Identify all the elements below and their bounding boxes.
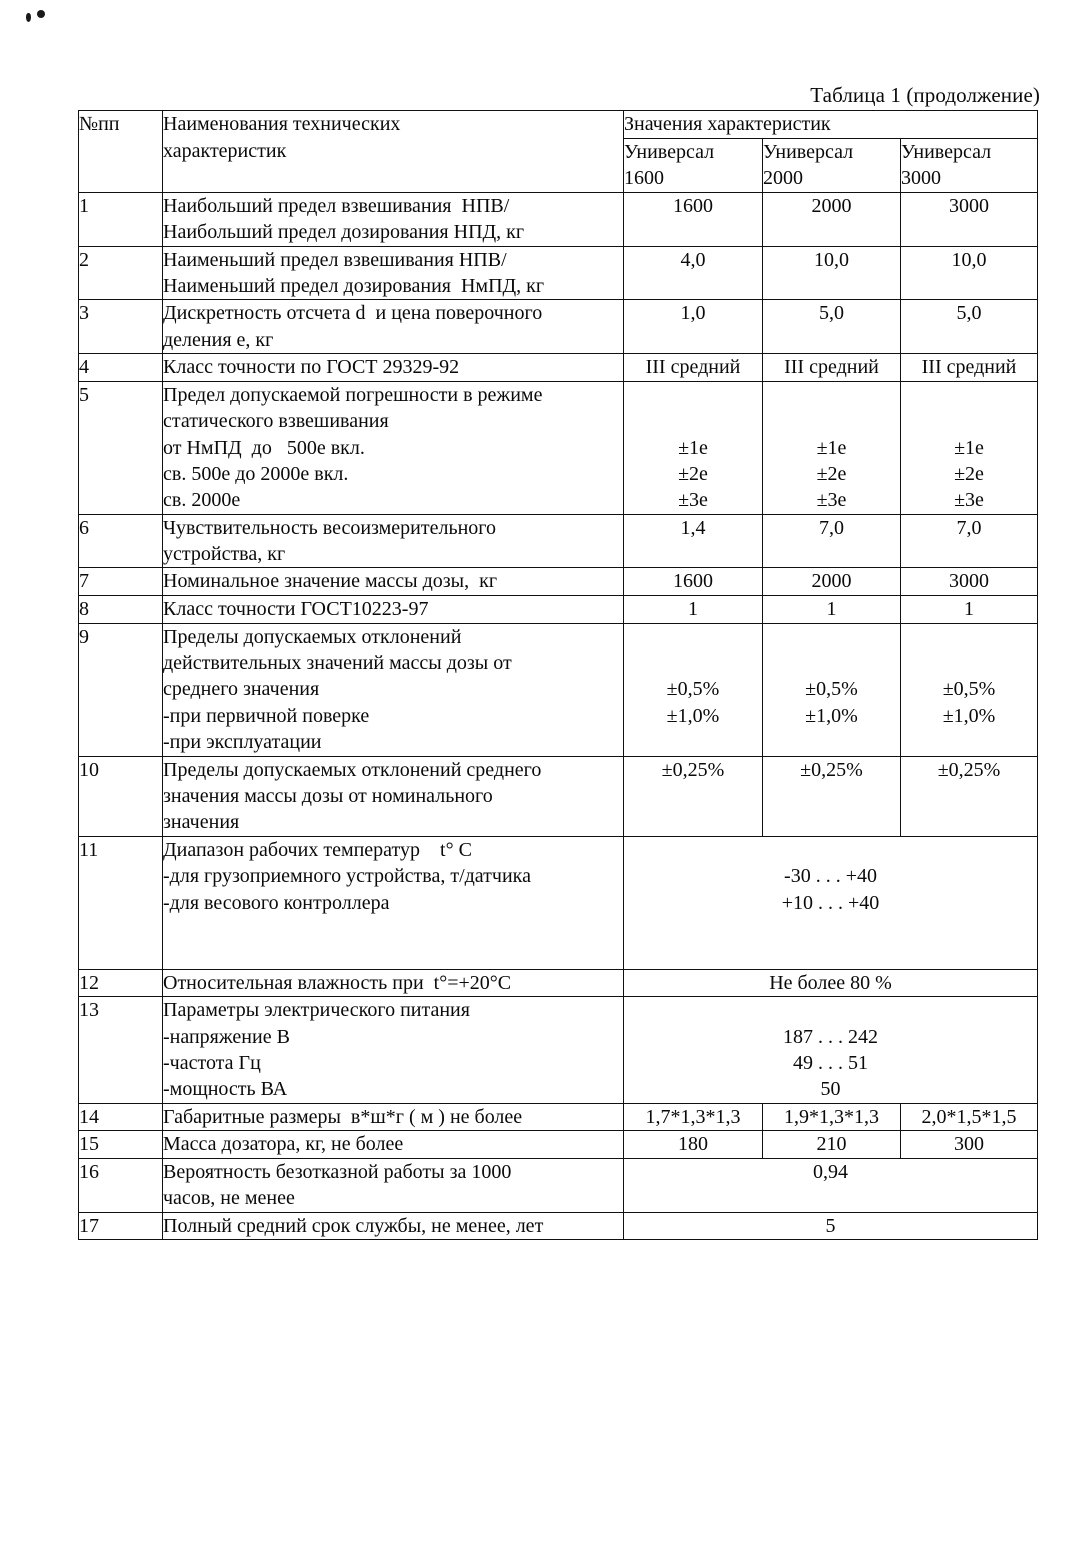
- row-value-col-1: [624, 192, 763, 246]
- row-number: 15: [79, 1131, 163, 1159]
- row-value-col-1: [624, 568, 763, 596]
- table-row: [79, 514, 1038, 568]
- row-number: 1: [79, 192, 163, 246]
- table-body: [79, 192, 1038, 1240]
- value-line: 49 . . . 51: [793, 1052, 869, 1075]
- row-characteristic-name: [163, 1212, 624, 1240]
- characteristic-line: -при эксплуатации: [163, 731, 322, 754]
- row-value-merged: [624, 1159, 1038, 1213]
- value-line: 3000: [949, 570, 990, 593]
- characteristic-line: деления е, кг: [163, 328, 274, 351]
- row-value-col-3: [901, 246, 1038, 300]
- characteristic-line: Полный средний срок службы, не менее, лет: [163, 1214, 544, 1237]
- row-number: 14: [79, 1103, 163, 1131]
- row-value-col-1: [624, 381, 763, 514]
- row-value-col-3: [901, 568, 1038, 596]
- row-value-col-2: [763, 568, 901, 596]
- characteristic-line: Относительная влажность при t°=+20°C: [163, 971, 512, 994]
- characteristic-line: -частота Гц: [163, 1052, 261, 1075]
- header-col-name-line1: Наименования технических: [163, 113, 401, 135]
- value-line: 1,0: [680, 302, 706, 325]
- row-value-col-3: [901, 514, 1038, 568]
- table-row: [79, 300, 1038, 354]
- row-value-col-2: [763, 381, 901, 514]
- row-value-col-1: [624, 596, 763, 624]
- value-line: III средний: [645, 356, 741, 379]
- value-line: ±1е: [678, 436, 708, 459]
- characteristic-line: Пределы допускаемых отклонений: [163, 625, 462, 648]
- row-value-col-3: [901, 192, 1038, 246]
- table-row: [79, 354, 1038, 382]
- characteristic-line: Пределы допускаемых отклонений среднего: [163, 758, 542, 781]
- characteristic-line: св. 2000е: [163, 489, 241, 512]
- row-characteristic-name: [163, 836, 624, 969]
- row-number: 3: [79, 300, 163, 354]
- characteristic-line: -напряжение В: [163, 1025, 290, 1048]
- row-value-col-2: [763, 1131, 901, 1159]
- value-line: 7,0: [956, 516, 982, 539]
- row-characteristic-name: [163, 1131, 624, 1159]
- characteristic-line: Чувствительность весоизмерительного: [163, 516, 497, 539]
- value-line: ±0,5%: [666, 678, 720, 701]
- row-number: 6: [79, 514, 163, 568]
- value-line: 1,9*1,3*1,3: [784, 1105, 879, 1128]
- row-value-col-3: [901, 1131, 1038, 1159]
- value-line: 1,4: [680, 516, 706, 539]
- value-line: ±0,5%: [805, 678, 858, 701]
- row-value-merged: [624, 836, 1038, 969]
- value-line: ±2е: [816, 462, 847, 485]
- characteristic-line: Класс точности ГОСТ10223-97: [163, 598, 429, 621]
- characteristic-line: Наименьший предел взвешивания НПВ/: [163, 248, 507, 271]
- value-line: 2000: [811, 570, 852, 593]
- row-value-col-1: [624, 514, 763, 568]
- characteristic-line: Номинальное значение массы дозы, кг: [163, 570, 498, 593]
- row-number: 5: [79, 381, 163, 514]
- characteristic-line: св. 500е до 2000е вкл.: [163, 462, 349, 485]
- characteristic-line: статического взвешивания: [163, 410, 389, 433]
- table-row: [79, 596, 1038, 624]
- scan-artifact-dot: [37, 10, 45, 18]
- row-number: 2: [79, 246, 163, 300]
- table-row: [79, 1159, 1038, 1213]
- characteristic-line: Предел допускаемой погрешности в режиме: [163, 383, 543, 406]
- row-number: 13: [79, 997, 163, 1104]
- value-line: 1,7*1,3*1,3: [645, 1105, 741, 1128]
- scan-artifact-dot: [26, 13, 31, 22]
- table-header: [79, 111, 1038, 193]
- table-row: [79, 1131, 1038, 1159]
- characteristic-line: часов, не менее: [163, 1187, 295, 1210]
- characteristic-line: значения массы дозы от номинального: [163, 784, 493, 807]
- value-line: III средний: [784, 356, 879, 379]
- characteristic-line: Дискретность отсчета d и цена поверочного: [163, 302, 543, 325]
- characteristic-line: -для грузоприемного устройства, т/датчика: [163, 865, 531, 888]
- table-row: [79, 756, 1038, 836]
- characteristic-line: устройства, кг: [163, 543, 286, 566]
- value-line: 5,0: [819, 302, 844, 325]
- characteristic-line: значения: [163, 811, 240, 834]
- value-line: ±1,0%: [805, 704, 858, 727]
- value-line: ±1,0%: [942, 704, 996, 727]
- characteristic-line: Наименьший предел дозирования НмПД, кг: [163, 274, 545, 297]
- row-number: 9: [79, 623, 163, 756]
- row-number: 17: [79, 1212, 163, 1240]
- value-line: +10 . . . +40: [781, 891, 880, 914]
- table-caption: Таблица 1 (продолжение): [810, 83, 1040, 107]
- row-value-col-1: [624, 1131, 763, 1159]
- row-characteristic-name: [163, 596, 624, 624]
- variant-model: 1600: [624, 167, 664, 190]
- row-value-col-1: [624, 354, 763, 382]
- row-value-col-2: [763, 596, 901, 624]
- characteristic-line: среднего значения: [163, 678, 320, 701]
- row-value-col-3: [901, 381, 1038, 514]
- row-characteristic-name: [163, 1103, 624, 1131]
- value-line: ±0,25%: [800, 758, 863, 781]
- value-line: 1: [688, 598, 698, 621]
- table-row: [79, 997, 1038, 1104]
- row-value-merged: [624, 997, 1038, 1104]
- row-value-col-2: [763, 246, 901, 300]
- value-line: 50: [820, 1078, 841, 1101]
- characteristic-line: -при первичной поверке: [163, 704, 370, 727]
- row-value-col-2: [763, 300, 901, 354]
- header-col-name: [163, 111, 624, 193]
- row-characteristic-name: [163, 381, 624, 514]
- value-line: ±3е: [678, 489, 708, 512]
- header-variant-3000: [901, 138, 1038, 192]
- row-value-col-3: [901, 1103, 1038, 1131]
- value-line: ±0,5%: [942, 678, 996, 701]
- row-value-col-3: [901, 354, 1038, 382]
- value-line: ±0,25%: [661, 758, 725, 781]
- technical-specifications-table: [78, 110, 1038, 1240]
- value-line: ±2е: [954, 462, 984, 485]
- characteristic-line: Диапазон рабочих температур t° С: [163, 838, 472, 861]
- value-line: ±1,0%: [666, 704, 720, 727]
- value-line: ±2е: [678, 462, 708, 485]
- row-value-col-2: [763, 1103, 901, 1131]
- value-line: 3000: [949, 194, 990, 217]
- row-value-col-1: [624, 300, 763, 354]
- value-line: ±3е: [816, 489, 847, 512]
- characteristic-line: Вероятность безотказной работы за 1000: [163, 1161, 512, 1184]
- row-value-col-1: [624, 756, 763, 836]
- row-value-merged: [624, 1212, 1038, 1240]
- variant-model: 3000: [901, 167, 941, 190]
- value-line: 1: [826, 598, 837, 621]
- variant-name: Универсал: [901, 140, 992, 163]
- value-line: 7,0: [819, 516, 844, 539]
- table-row: [79, 623, 1038, 756]
- row-value-col-2: [763, 756, 901, 836]
- row-value-col-2: [763, 192, 901, 246]
- table-row: [79, 381, 1038, 514]
- header-row-primary: [79, 111, 1038, 139]
- value-line: -30 . . . +40: [784, 865, 877, 888]
- row-value-col-3: [901, 596, 1038, 624]
- value-line: 10,0: [951, 248, 987, 271]
- row-number: 4: [79, 354, 163, 382]
- value-line: 0,94: [813, 1161, 849, 1184]
- value-line: 4,0: [680, 248, 706, 271]
- characteristic-line: Класс точности по ГОСТ 29329-92: [163, 356, 460, 379]
- value-line: 210: [816, 1133, 847, 1156]
- characteristic-line: -мощность ВА: [163, 1078, 288, 1101]
- characteristic-line: Наибольший предел взвешивания НПВ/: [163, 194, 510, 217]
- value-line: 1: [964, 598, 975, 621]
- characteristic-line: Наибольший предел дозирования НПД, кг: [163, 221, 525, 244]
- value-line: 300: [954, 1133, 985, 1156]
- row-value-col-3: [901, 300, 1038, 354]
- value-line: 187 . . . 242: [783, 1025, 879, 1048]
- variant-name: Универсал: [763, 140, 854, 163]
- row-value-col-1: [624, 1103, 763, 1131]
- row-characteristic-name: [163, 300, 624, 354]
- row-characteristic-name: [163, 997, 624, 1104]
- row-characteristic-name: [163, 623, 624, 756]
- value-line: ±1е: [816, 436, 847, 459]
- row-value-col-3: [901, 756, 1038, 836]
- row-characteristic-name: [163, 246, 624, 300]
- characteristic-line: от НмПД до 500е вкл.: [163, 436, 365, 459]
- table-row: [79, 192, 1038, 246]
- row-number: 12: [79, 969, 163, 997]
- header-values-group: Значения характеристик: [624, 111, 1038, 139]
- value-line: 180: [678, 1133, 708, 1156]
- characteristic-line: действительных значений массы дозы от: [163, 652, 512, 675]
- row-characteristic-name: [163, 756, 624, 836]
- header-variant-1600: [624, 138, 763, 192]
- row-number: 8: [79, 596, 163, 624]
- row-value-col-1: [624, 246, 763, 300]
- row-number: 10: [79, 756, 163, 836]
- value-line: ±1е: [954, 436, 984, 459]
- value-line: III средний: [921, 356, 1017, 379]
- row-characteristic-name: [163, 192, 624, 246]
- value-line: 2000: [811, 194, 852, 217]
- header-col-number: №пп: [79, 111, 163, 193]
- value-line: 5: [825, 1214, 836, 1237]
- value-line: 1600: [673, 194, 713, 217]
- header-col-name-line2: характеристик: [163, 139, 287, 162]
- row-characteristic-name: [163, 568, 624, 596]
- characteristic-line: -для весового контроллера: [163, 891, 390, 914]
- table-row: [79, 836, 1038, 969]
- row-number: 7: [79, 568, 163, 596]
- characteristic-line: Масса дозатора, кг, не более: [163, 1133, 404, 1156]
- row-number: 16: [79, 1159, 163, 1213]
- row-value-col-1: [624, 623, 763, 756]
- value-line: 2,0*1,5*1,5: [921, 1105, 1017, 1128]
- row-number: 11: [79, 836, 163, 969]
- row-value-col-3: [901, 623, 1038, 756]
- table-row: [79, 1212, 1038, 1240]
- header-variant-2000: [763, 138, 901, 192]
- characteristic-line: Габаритные размеры в*ш*г ( м ) не более: [163, 1105, 523, 1128]
- table-row: [79, 1103, 1038, 1131]
- row-characteristic-name: [163, 514, 624, 568]
- row-characteristic-name: [163, 354, 624, 382]
- value-line: ±0,25%: [937, 758, 1001, 781]
- table-row: [79, 568, 1038, 596]
- value-line: 5,0: [956, 302, 982, 325]
- row-value-col-2: [763, 623, 901, 756]
- value-line: ±3е: [954, 489, 984, 512]
- row-value-col-2: [763, 514, 901, 568]
- row-characteristic-name: [163, 969, 624, 997]
- variant-model: 2000: [763, 167, 803, 190]
- row-value-merged: [624, 969, 1038, 997]
- variant-name: Универсал: [624, 140, 715, 163]
- value-line: Не более 80 %: [769, 971, 892, 994]
- value-line: 1600: [673, 570, 713, 593]
- characteristic-line: Параметры электрического питания: [163, 999, 470, 1022]
- row-characteristic-name: [163, 1159, 624, 1213]
- table-row: [79, 246, 1038, 300]
- row-value-col-2: [763, 354, 901, 382]
- value-line: 10,0: [814, 248, 849, 271]
- table-row: [79, 969, 1038, 997]
